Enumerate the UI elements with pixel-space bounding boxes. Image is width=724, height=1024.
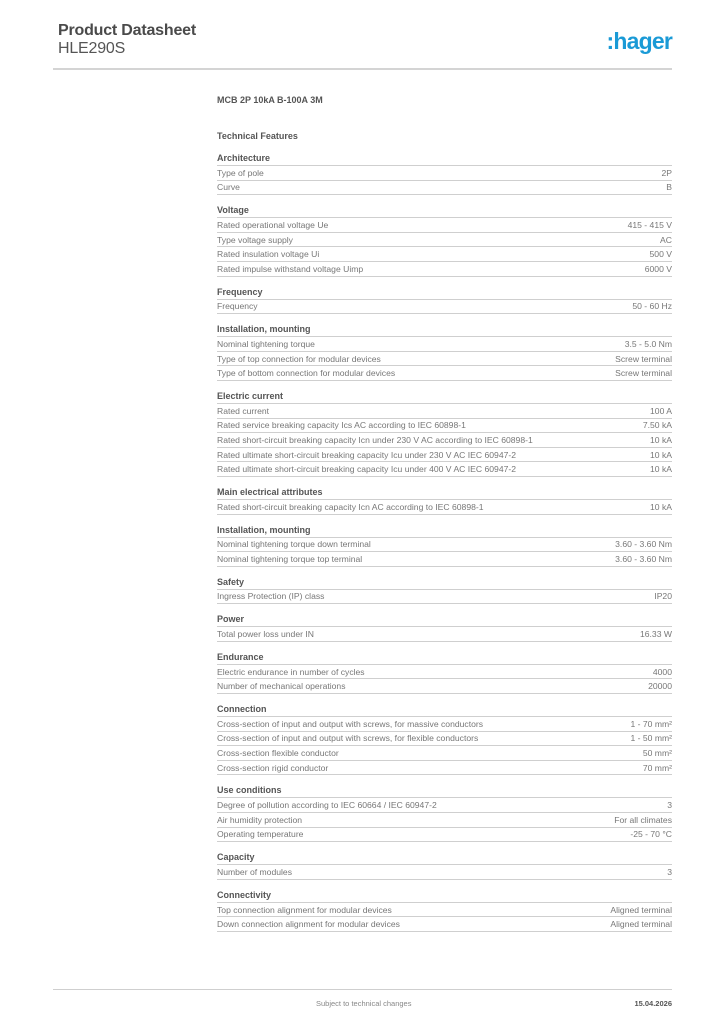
spec-row bbox=[217, 500, 672, 515]
spec-value: 3.60 - 3.60 Nm bbox=[615, 553, 672, 564]
spec-value: Screw terminal bbox=[615, 368, 672, 379]
spec-value: B bbox=[666, 182, 672, 193]
spec-value: Aligned terminal bbox=[610, 919, 672, 930]
spec-row bbox=[217, 903, 672, 918]
spec-label: Down connection alignment for modular devices bbox=[217, 919, 400, 930]
spec-value: 500 V bbox=[649, 249, 672, 260]
spec-row bbox=[217, 746, 672, 761]
spec-section bbox=[217, 524, 672, 567]
section-title: Connectivity bbox=[217, 889, 672, 903]
spec-label: Curve bbox=[217, 182, 240, 193]
spec-value: AC bbox=[660, 234, 672, 245]
spec-label: Rated current bbox=[217, 405, 270, 416]
spec-value: 16.33 W bbox=[639, 629, 672, 640]
spec-label: Rated insulation voltage Ui bbox=[217, 249, 320, 260]
spec-row bbox=[217, 462, 672, 477]
section-title: Endurance bbox=[217, 651, 672, 665]
spec-row bbox=[217, 218, 672, 233]
spec-row bbox=[217, 828, 672, 843]
spec-row bbox=[217, 590, 672, 605]
section-title: Capacity bbox=[217, 851, 672, 865]
spec-label: Degree of pollution according to IEC 60664 / IEC 60947-2 bbox=[217, 800, 437, 811]
spec-value: 50 - 60 Hz bbox=[632, 301, 672, 312]
spec-label: Number of modules bbox=[217, 867, 292, 878]
spec-value: Screw terminal bbox=[615, 353, 672, 364]
section-title: Use conditions bbox=[217, 784, 672, 798]
spec-label: Number of mechanical operations bbox=[217, 681, 346, 692]
spec-value: 3.60 - 3.60 Nm bbox=[615, 539, 672, 550]
spec-label: Rated ultimate short-circuit breaking capacity Icu under 230 V AC IEC 60947-2 bbox=[217, 449, 517, 460]
spec-row bbox=[217, 917, 672, 932]
spec-section bbox=[217, 851, 672, 880]
spec-value: 3 bbox=[667, 867, 672, 878]
spec-label: Type of bottom connection for modular devices bbox=[217, 368, 396, 379]
spec-label: Cross-section flexible conductor bbox=[217, 748, 339, 759]
spec-section bbox=[217, 613, 672, 642]
spec-label: Nominal tightening torque down terminal bbox=[217, 539, 371, 550]
spec-row bbox=[217, 419, 672, 434]
spec-label: Operating temperature bbox=[217, 829, 304, 840]
spec-label: Rated operational voltage Ue bbox=[217, 219, 329, 230]
spec-label: Nominal tightening torque top terminal bbox=[217, 553, 363, 564]
spec-section bbox=[217, 703, 672, 775]
spec-row bbox=[217, 732, 672, 747]
spec-row bbox=[217, 813, 672, 828]
footer-note: Subject to technical changes bbox=[316, 999, 412, 1008]
spec-value: For all climates bbox=[614, 814, 672, 825]
section-title: Architecture bbox=[217, 152, 672, 166]
header-divider bbox=[53, 68, 672, 70]
spec-value: 50 mm² bbox=[642, 748, 672, 759]
footer-date: 15.04.2026 bbox=[634, 999, 672, 1008]
spec-row bbox=[217, 247, 672, 262]
spec-row bbox=[217, 300, 672, 315]
spec-section bbox=[217, 576, 672, 605]
spec-row bbox=[217, 181, 672, 196]
spec-value: 100 A bbox=[650, 405, 672, 416]
spec-row bbox=[217, 448, 672, 463]
spec-row bbox=[217, 798, 672, 813]
technical-features-heading: Technical Features bbox=[217, 131, 298, 141]
spec-label: Cross-section of input and output with screws, for flexible conductors bbox=[217, 733, 479, 744]
spec-label: Cross-section rigid conductor bbox=[217, 762, 329, 773]
spec-label: Type of top connection for modular devices bbox=[217, 353, 381, 364]
spec-label: Type of pole bbox=[217, 167, 264, 178]
spec-value: 2P bbox=[661, 167, 672, 178]
section-title: Voltage bbox=[217, 204, 672, 218]
spec-value: 20000 bbox=[648, 681, 672, 692]
spec-row bbox=[217, 352, 672, 367]
spec-value: 1 - 70 mm² bbox=[630, 718, 672, 729]
spec-label: Rated service breaking capacity Ics AC according to IEC 60898-1 bbox=[217, 420, 466, 431]
spec-row bbox=[217, 538, 672, 553]
footer-divider bbox=[53, 989, 672, 990]
spec-section bbox=[217, 390, 672, 477]
section-title: Installation, mounting bbox=[217, 323, 672, 337]
spec-label: Cross-section of input and output with screws, for massive conductors bbox=[217, 718, 484, 729]
spec-value: -25 - 70 °C bbox=[630, 829, 672, 840]
section-title: Installation, mounting bbox=[217, 524, 672, 538]
spec-section bbox=[217, 486, 672, 515]
spec-value: IP20 bbox=[654, 591, 672, 602]
section-title: Main electrical attributes bbox=[217, 486, 672, 500]
spec-row bbox=[217, 337, 672, 352]
section-title: Connection bbox=[217, 703, 672, 717]
hager-logo: :hager bbox=[606, 28, 672, 54]
spec-value: 10 kA bbox=[650, 449, 672, 460]
spec-value: 4000 bbox=[652, 666, 672, 677]
spec-row bbox=[217, 627, 672, 642]
spec-section bbox=[217, 286, 672, 315]
spec-value: 70 mm² bbox=[642, 762, 672, 773]
spec-value: 6000 V bbox=[644, 263, 672, 274]
spec-value: 415 - 415 V bbox=[627, 219, 672, 230]
spec-label: Top connection alignment for modular devices bbox=[217, 904, 392, 915]
spec-value: 1 - 50 mm² bbox=[630, 733, 672, 744]
section-title: Frequency bbox=[217, 286, 672, 300]
spec-label: Rated short-circuit breaking capacity Icn under 230 V AC according to IEC 60898-1 bbox=[217, 434, 533, 445]
spec-label: Nominal tightening torque bbox=[217, 338, 315, 349]
spec-row bbox=[217, 366, 672, 381]
spec-row bbox=[217, 679, 672, 694]
spec-section bbox=[217, 784, 672, 842]
spec-row bbox=[217, 233, 672, 248]
document-header bbox=[58, 21, 196, 58]
spec-row bbox=[217, 433, 672, 448]
spec-label: Air humidity protection bbox=[217, 814, 303, 825]
section-title: Power bbox=[217, 613, 672, 627]
spec-row bbox=[217, 262, 672, 277]
spec-label: Rated ultimate short-circuit breaking capacity Icu under 400 V AC IEC 60947-2 bbox=[217, 464, 517, 475]
spec-value: 7.50 kA bbox=[642, 420, 672, 431]
spec-value: 10 kA bbox=[650, 434, 672, 445]
spec-label: Ingress Protection (IP) class bbox=[217, 591, 325, 602]
product-name: MCB 2P 10kA B-100A 3M bbox=[217, 95, 323, 105]
spec-section bbox=[217, 889, 672, 932]
spec-row bbox=[217, 865, 672, 880]
spec-row bbox=[217, 761, 672, 776]
document-title: Product Datasheet bbox=[58, 22, 196, 39]
spec-row bbox=[217, 552, 672, 567]
spec-label: Total power loss under IN bbox=[217, 629, 314, 640]
spec-sections bbox=[217, 152, 672, 932]
spec-row bbox=[217, 404, 672, 419]
spec-label: Frequency bbox=[217, 301, 258, 312]
spec-label: Rated impulse withstand voltage Uimp bbox=[217, 263, 364, 274]
spec-label: Rated short-circuit breaking capacity Icn AC according to IEC 60898-1 bbox=[217, 501, 484, 512]
spec-label: Type voltage supply bbox=[217, 234, 293, 245]
spec-value: Aligned terminal bbox=[610, 904, 672, 915]
spec-value: 10 kA bbox=[650, 501, 672, 512]
spec-row bbox=[217, 665, 672, 680]
spec-section bbox=[217, 323, 672, 381]
spec-value: 10 kA bbox=[650, 464, 672, 475]
spec-label: Electric endurance in number of cycles bbox=[217, 666, 365, 677]
spec-section bbox=[217, 651, 672, 694]
spec-section bbox=[217, 204, 672, 276]
spec-value: 3.5 - 5.0 Nm bbox=[624, 338, 672, 349]
spec-value: 3 bbox=[667, 800, 672, 811]
section-title: Electric current bbox=[217, 390, 672, 404]
spec-row bbox=[217, 166, 672, 181]
spec-section bbox=[217, 152, 672, 195]
datasheet-content bbox=[217, 93, 672, 941]
spec-row bbox=[217, 717, 672, 732]
product-code: HLE290S bbox=[58, 40, 126, 57]
section-title: Safety bbox=[217, 576, 672, 590]
